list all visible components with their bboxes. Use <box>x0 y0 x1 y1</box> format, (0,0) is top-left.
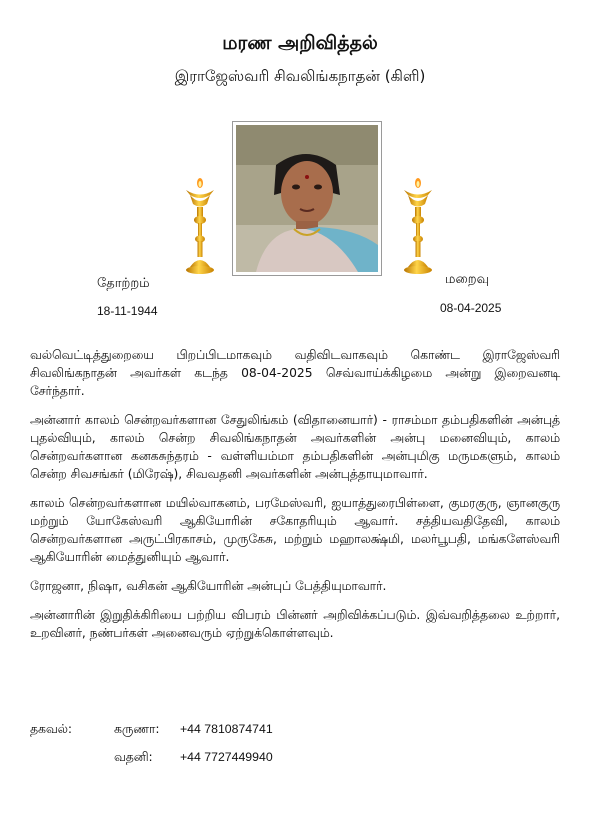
portrait-frame <box>232 121 382 276</box>
contact-label: தகவல்: <box>30 722 72 736</box>
death-label: மறைவு <box>445 272 490 287</box>
oil-lamp-icon <box>398 177 438 277</box>
contact-phone[interactable]: +44 7810874741 <box>180 722 273 736</box>
contact-name: வதனி: <box>114 750 153 764</box>
obituary-paragraph: வல்வெட்டித்துறையை பிறப்பிடமாகவும் வதிவிடவாகவும் கொண்ட இராஜேஸ்வரி சிவலிங்கநாதன் அவர்கள் கடந்த 08-04-2025 செவ்வாய்க்கிழமை அன்று இறைவனடி சேர்ந்தார். <box>30 348 560 398</box>
obituary-paragraph: அன்னாரின் இறுதிக்கிரியை பற்றிய விபரம் பின்னர் அறிவிக்கப்படும். இவ்வறித்தலை உற்றார், உறவினர், நண்பர்கள் அனைவரும் ஏற்றுக்கொள்ளவும். <box>30 608 560 640</box>
obituary-paragraph: காலம் சென்றவர்களான மயில்வாகனம், பரமேஸ்வரி, ஐயாத்துரைபிள்ளை, குமரகுரு, ஞானகுரு மற்றும் யோகேஸ்வரி ஆகியோரின் சகோதரியும் ஆவார். சத்தியவதிதேவி, காலம் சென்றவர்களான அருட்பிரகாசம், முருகேசு, மற்றும் மஹாலக்ஷ்மி, மலர்பூபதி, மங்களேஸ்வரி ஆகியோரின் மைத்துனியும் ஆவார். <box>30 496 560 564</box>
obituary-paragraph: ரோஜனா, நிஷா, வசிகன் ஆகியோரின் அன்புப் பேத்தியுமாவார். <box>30 579 387 593</box>
oil-lamp-icon <box>180 177 220 277</box>
obituary-paragraph: அன்னார் காலம் சென்றவர்களான சேதுலிங்கம் (விதானையார்) - ராசம்மா தம்பதிகளின் அன்புத் புதல்வியும், காலம் சென்ற சிவலிங்கநாதன் அவர்களின் அன்பு மனைவியும், காலம் சென்றவர்களான கனகசுந்தரம் - வள்ளியம்மா தம்பதிகளின் அன்புமிகு மருமகளும், காலம் சென்ற சிவசங்கர் (மிரேஷ்), சிவவதனி அவர்களின் அன்புத்தாயுமாவார். <box>30 413 560 481</box>
page-title: மரண அறிவித்தல் <box>222 32 378 54</box>
portrait-photo <box>236 125 378 272</box>
contact-name: கருணா: <box>114 722 160 736</box>
contact-phone[interactable]: +44 7727449940 <box>180 750 273 764</box>
obituary-body <box>30 346 560 653</box>
death-date: 08-04-2025 <box>440 301 502 315</box>
birth-label: தோற்றம் <box>97 276 150 291</box>
deceased-name: இராஜேஸ்வரி சிவலிங்கநாதன் (கிளி) <box>174 67 426 85</box>
birth-date: 18-11-1944 <box>97 304 158 318</box>
